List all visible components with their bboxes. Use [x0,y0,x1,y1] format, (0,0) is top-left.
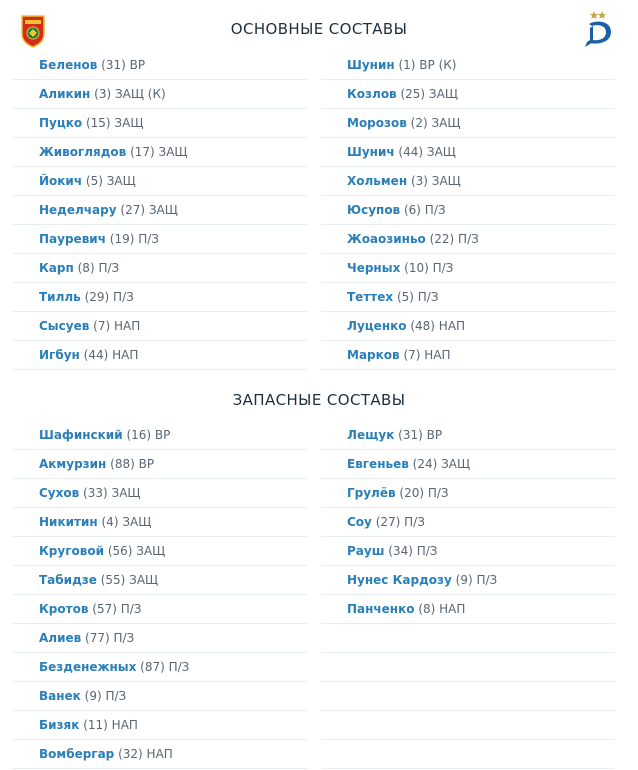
player-info: (6) П/З [403,203,446,217]
player-name[interactable]: Козлов [347,87,397,101]
player-info: (31) ВР [101,58,146,72]
player-name[interactable]: Игбун [39,348,80,362]
player-row[interactable] [13,740,307,768]
player-row[interactable] [321,51,615,79]
player-row[interactable] [321,109,615,137]
player-info: (15) ЗАЩ [85,116,144,130]
player-row[interactable] [13,595,307,623]
player-name[interactable]: Морозов [347,116,407,130]
player-info: (10) П/З [404,261,454,275]
player-row[interactable] [13,51,307,79]
player-row[interactable] [321,421,615,449]
player-name[interactable]: Вомбергар [39,747,115,761]
player-info: (25) ЗАЩ [400,87,458,101]
player-info: (22) П/З [429,232,479,246]
player-row[interactable] [13,254,307,282]
player-name[interactable]: Теттех [347,290,394,304]
player-name[interactable]: Карп [39,261,74,275]
empty-row [321,711,615,739]
player-info: (44) НАП [83,348,139,362]
player-info: (3) ЗАЩ [410,174,461,188]
player-name[interactable]: Круговой [39,544,104,558]
player-info: (24) ЗАЩ [412,457,471,471]
player-info: (27) П/З [375,515,425,529]
player-name[interactable]: Акмурзин [39,457,107,471]
player-row[interactable] [321,508,615,536]
subs-home-lineup [13,421,307,769]
player-name[interactable]: Неделчару [39,203,117,217]
player-row[interactable] [13,312,307,340]
player-row[interactable] [13,109,307,137]
main-away-lineup [321,51,615,370]
player-name[interactable]: Лещук [347,428,395,442]
player-row[interactable] [13,283,307,311]
player-info: (8) П/З [77,261,120,275]
player-info: (20) П/З [399,486,449,500]
player-info: (4) ЗАЩ [101,515,152,529]
player-name[interactable]: Безденежных [39,660,137,674]
player-name[interactable]: Панченко [347,602,415,616]
player-info: (2) ЗАЩ [410,116,461,130]
player-row[interactable] [13,653,307,681]
player-name[interactable]: Юсупов [347,203,401,217]
player-info: (57) П/З [92,602,142,616]
player-info: (9) П/З [84,689,127,703]
player-name[interactable]: Рауш [347,544,385,558]
player-info: (34) П/З [388,544,438,558]
player-info: (48) НАП [410,319,466,333]
player-name[interactable]: Марков [347,348,400,362]
player-name[interactable]: Кротов [39,602,89,616]
player-name[interactable]: Живоглядов [39,145,127,159]
player-row[interactable] [13,566,307,594]
empty-row [321,740,615,768]
player-row[interactable] [321,566,615,594]
player-row[interactable] [13,682,307,710]
player-info: (16) ВР [126,428,171,442]
player-info: (29) П/З [84,290,134,304]
player-row[interactable] [13,138,307,166]
player-row[interactable] [321,595,615,623]
player-row[interactable] [321,167,615,195]
player-name[interactable]: Луценко [347,319,407,333]
player-info: (9) П/З [455,573,498,587]
player-name[interactable]: Бизяк [39,718,80,732]
player-name[interactable]: Никитин [39,515,98,529]
section-title-subs: ЗАПАСНЫЕ СОСТАВЫ [232,391,406,409]
player-row[interactable] [13,508,307,536]
player-name[interactable]: Шунин [347,58,395,72]
subs-away-lineup [321,421,615,769]
player-name[interactable]: Табидзе [39,573,97,587]
player-row[interactable] [321,225,615,253]
player-name[interactable]: Ванек [39,689,81,703]
player-info: (3) ЗАЩ (К) [94,87,166,101]
empty-row [321,653,615,681]
player-info: (27) ЗАЩ [120,203,178,217]
player-name[interactable]: Аликин [39,87,91,101]
section-title-main: ОСНОВНЫЕ СОСТАВЫ [230,20,408,38]
player-info: (1) ВР (К) [398,58,457,72]
player-row[interactable] [13,421,307,449]
player-row[interactable] [321,138,615,166]
player-name[interactable]: Соу [347,515,372,529]
player-info: (17) ЗАЩ [130,145,188,159]
player-info: (77) П/З [85,631,135,645]
player-name[interactable]: Хольмен [347,174,408,188]
player-info: (19) П/З [109,232,159,246]
player-row[interactable] [13,624,307,652]
player-info: (5) ЗАЩ [85,174,136,188]
player-info: (5) П/З [396,290,439,304]
player-row[interactable] [321,341,615,369]
player-info: (44) ЗАЩ [398,145,456,159]
player-info: (88) ВР [110,457,155,471]
player-name[interactable]: Сысуев [39,319,90,333]
player-row[interactable] [321,479,615,507]
empty-row [321,682,615,710]
empty-row [321,624,615,652]
player-info: (7) НАП [403,348,451,362]
player-info: (56) ЗАЩ [107,544,166,558]
main-home-lineup [13,51,307,370]
player-row[interactable] [321,196,615,224]
player-name[interactable]: Тилль [39,290,81,304]
player-name[interactable]: Пауревич [39,232,106,246]
player-row[interactable] [321,450,615,478]
player-name[interactable]: Евгеньев [347,457,409,471]
player-info: (7) НАП [93,319,141,333]
player-row[interactable] [13,341,307,369]
player-info: (32) НАП [118,747,173,761]
main-lineups-header [0,14,638,44]
player-row[interactable] [13,196,307,224]
player-name[interactable]: Пуцко [39,116,83,130]
player-row[interactable] [13,450,307,478]
player-row[interactable] [321,312,615,340]
player-info: (87) П/З [140,660,190,674]
player-name[interactable]: Шафинский [39,428,123,442]
player-name[interactable]: Нунес Кардозу [347,573,452,587]
player-name[interactable]: Беленов [39,58,98,72]
player-name[interactable]: Черных [347,261,401,275]
player-info: (31) ВР [398,428,443,442]
player-info: (33) ЗАЩ [83,486,141,500]
player-row[interactable] [321,283,615,311]
player-name[interactable]: Шунич [347,145,395,159]
player-row[interactable] [321,254,615,282]
player-row[interactable] [13,479,307,507]
player-name[interactable]: Сухов [39,486,80,500]
dynamo-d-icon [581,10,615,48]
player-row[interactable] [13,167,307,195]
player-row[interactable] [13,711,307,739]
player-info: (11) НАП [83,718,138,732]
player-row[interactable] [321,80,615,108]
player-name[interactable]: Алиев [39,631,82,645]
player-info: (8) НАП [418,602,466,616]
player-row[interactable] [321,537,615,565]
player-name[interactable]: Йокич [39,174,83,188]
player-name[interactable]: Грулёв [347,486,396,500]
player-info: (55) ЗАЩ [100,573,159,587]
player-row[interactable] [13,225,307,253]
player-name[interactable]: Жоаозиньо [347,232,426,246]
player-row[interactable] [13,537,307,565]
player-row[interactable] [13,80,307,108]
subs-lineups-header [0,385,638,415]
